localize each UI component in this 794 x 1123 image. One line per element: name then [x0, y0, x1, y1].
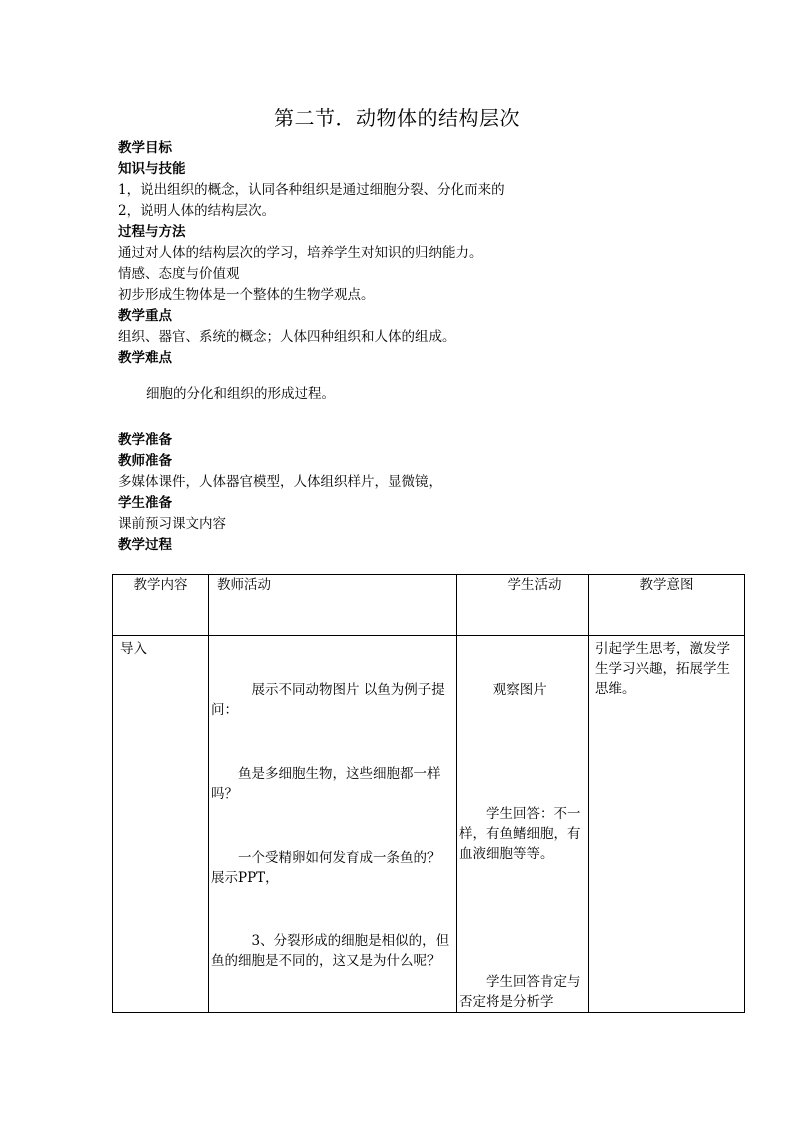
student-activity-3: 学生回答肯定与否定将是分析学 — [459, 974, 581, 1010]
teaching-process-table — [112, 574, 745, 1013]
teacher-prep-text: 多媒体课件，人体器官模型，人体组织样片，显微镜， — [118, 474, 442, 490]
page-title: 第二节．动物体的结构层次 — [274, 106, 520, 130]
content-text: 导入 — [120, 641, 147, 657]
process-method-heading: 过程与方法 — [118, 224, 186, 240]
process-method-text: 通过对人体的结构层次的学习，培养学生对知识的归纳能力。 — [118, 245, 483, 261]
emotion-text: 初步形成生物体是一个整体的生物学观点。 — [118, 287, 375, 303]
knowledge-item-2: 2，说明人体的结构层次。 — [118, 203, 276, 219]
emotion-heading: 情感、态度与价值观 — [118, 266, 240, 282]
key-points-heading: 教学重点 — [118, 308, 172, 324]
table-header-row — [113, 575, 745, 636]
student-activity-2: 学生回答：不一样，有鱼鳍细胞，有 血液细胞等等。 — [459, 806, 581, 862]
difficulties-text: 细胞的分化和组织的形成过程。 — [146, 386, 335, 402]
student-prep-text: 课前预习课文内容 — [118, 516, 226, 532]
key-points-text: 组织、器官、系统的概念；人体四种组织和人体的组成。 — [118, 329, 456, 345]
preparation-heading: 教学准备 — [118, 432, 172, 448]
header-cell — [113, 575, 209, 636]
student-activity-1: 观察图片 — [492, 682, 547, 698]
difficulties-heading: 教学难点 — [118, 350, 172, 366]
header-intent: 教学意图 — [639, 577, 694, 593]
table-row — [113, 636, 745, 1013]
header-student: 学生活动 — [507, 577, 562, 593]
teaching-process-heading: 教学过程 — [118, 537, 172, 553]
objectives-heading: 教学目标 — [118, 140, 172, 156]
teacher-prep-heading: 教师准备 — [118, 453, 172, 469]
header-teacher: 教师活动 — [217, 577, 271, 593]
header-cell — [457, 575, 589, 636]
student-prep-heading: 学生准备 — [118, 495, 172, 511]
teacher-cell — [209, 636, 457, 1013]
intent-cell — [589, 636, 745, 1013]
student-cell — [457, 636, 589, 1013]
teacher-activity-4: 3、分裂形成的细胞是相似的，但鱼的细胞是不同的，这又是为什么呢？ — [211, 933, 450, 969]
teacher-activity-1: 展示不同动物图片 以鱼为例子提问： — [211, 682, 445, 718]
teacher-activity-2: 鱼是多细胞生物，这些细胞都一样吗？ — [211, 766, 441, 802]
knowledge-heading: 知识与技能 — [118, 161, 186, 177]
header-content: 教学内容 — [133, 577, 188, 593]
knowledge-item-1: 1，说出组织的概念，认同各种组织是通过细胞分裂、分化而来的 — [118, 182, 505, 198]
header-cell — [589, 575, 745, 636]
teacher-activity-3: 一个受精卵如何发育成一条鱼的？展示PPT， — [211, 850, 441, 886]
content-cell — [113, 636, 209, 1013]
intent-text: 引起学生思考，激发学生学习兴趣，拓展学生思维。 — [595, 641, 730, 697]
header-cell — [209, 575, 457, 636]
